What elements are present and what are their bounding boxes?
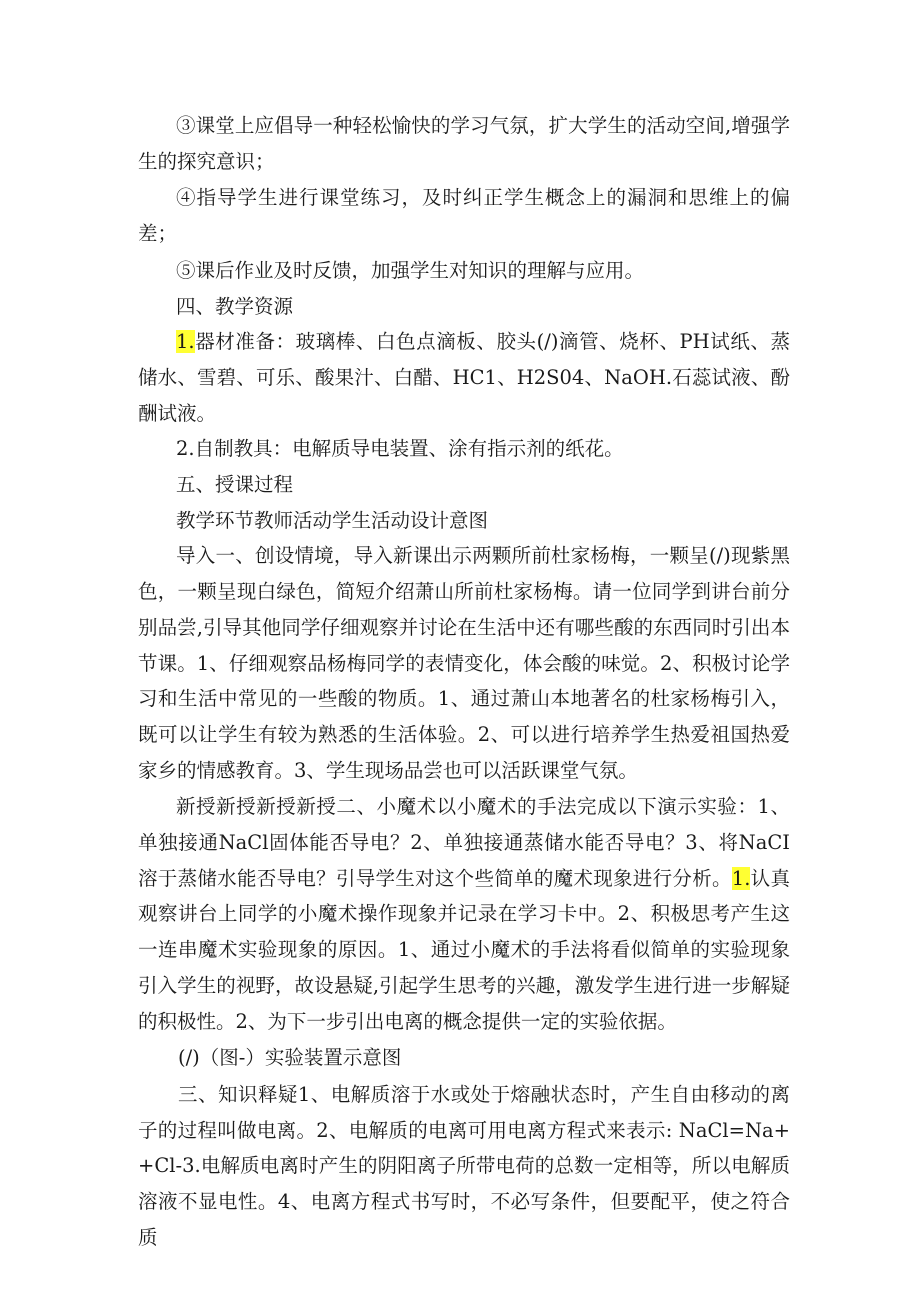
paragraph-introduction: 导入一、创设情境，导入新课出示两颗所前杜家杨梅，一颗呈(/)现紫黑色，一颗呈现白绿色，简短介绍萧山所前杜家杨梅。请一位同学到讲台前分别品尝,引导其他同学仔细观察并讨论在生活中还有哪些酸的东西同时引出本节课。1、仔细观察品杨梅同学的表情变化，体会酸的味觉。2、积极讨论学习和生活中常见的一些酸的物质。1、通过萧山本地著名的杜家杨梅引入，既可以让学生有较为熟悉的生活体验。2、可以进行培养学生热爱祖国热爱家乡的情感教育。3、学生现场品尝也可以活跃课堂气氛。 xyxy=(138,544,790,782)
document-page xyxy=(138,108,790,1256)
paragraph-new-lesson xyxy=(138,789,790,1039)
table-header-line: 教学环节教师活动学生活动设计意图 xyxy=(176,508,489,532)
paragraph-homework-feedback: ⑤课后作业及时反馈，加强学生对知识的理解与应用。 xyxy=(176,258,645,282)
highlight-marker: 1. xyxy=(731,866,751,890)
section-heading-teaching-resources: 四、教学资源 xyxy=(176,294,294,318)
paragraph-classroom-atmosphere: ③课堂上应倡导一种轻松愉快的学习气氛，扩大学生的活动空间,增强学生的探究意识； xyxy=(138,114,790,173)
highlight-marker: 1. xyxy=(176,330,195,354)
figure-caption: (/)（图-）实验装置示意图 xyxy=(178,1046,402,1070)
paragraph-new-lesson-part2: 认真观察讲台上同学的小魔术操作现象并记录在学习卡中。2、积极思考产生这一连串魔术实验现象的原因。1、通过小魔术的手法将看似简单的实验现象引入学生的视野，故设悬疑,引起学生思考的兴趣，激发学生进行进一步解疑的积极性。2、为下一步引出电离的概念提供一定的实验依据。 xyxy=(138,866,790,1033)
section-heading-teaching-process: 五、授课过程 xyxy=(176,473,294,497)
paragraph-knowledge-explanation: 三、知识释疑1、电解质溶于水或处于熔融状态时，产生自由移动的离子的过程叫做电离。2、电解质的电离可用电离方程式来表示: NaCl=Na++Cl-3.电解质电离时产生的阴阳离子所带电荷的总数一定相等，所以电解质溶液不显电性。4、电离方程式书写时，不必写条件，但要配平，使之符合质 xyxy=(138,1082,790,1249)
paragraph-equipment xyxy=(138,324,790,431)
paragraph-equipment-text: 器材准备：玻璃棒、白色点滴板、胶头(/)滴管、烧杯、PH试纸、蒸储水、雪碧、可乐、酸果汁、白醋、HC1、H2S04、NaOH.石蕊试液、酚酬试液。 xyxy=(138,330,790,425)
paragraph-classroom-practice: ④指导学生进行课堂练习，及时纠正学生概念上的漏洞和思维上的偏差； xyxy=(138,186,790,246)
paragraph-new-lesson-part1: 新授新授新授新授二、小魔术以小魔术的手法完成以下演示实验：1、单独接通NaCl固体能否导电？2、单独接通蒸储水能否导电？3、将NaCI溶于蒸储水能否导电？引导学生对这个些简单的魔术现象进行分析。 xyxy=(138,795,790,890)
paragraph-self-made-aids: 2.自制教具：电解质导电装置、涂有指示剂的纸花。 xyxy=(176,437,624,461)
